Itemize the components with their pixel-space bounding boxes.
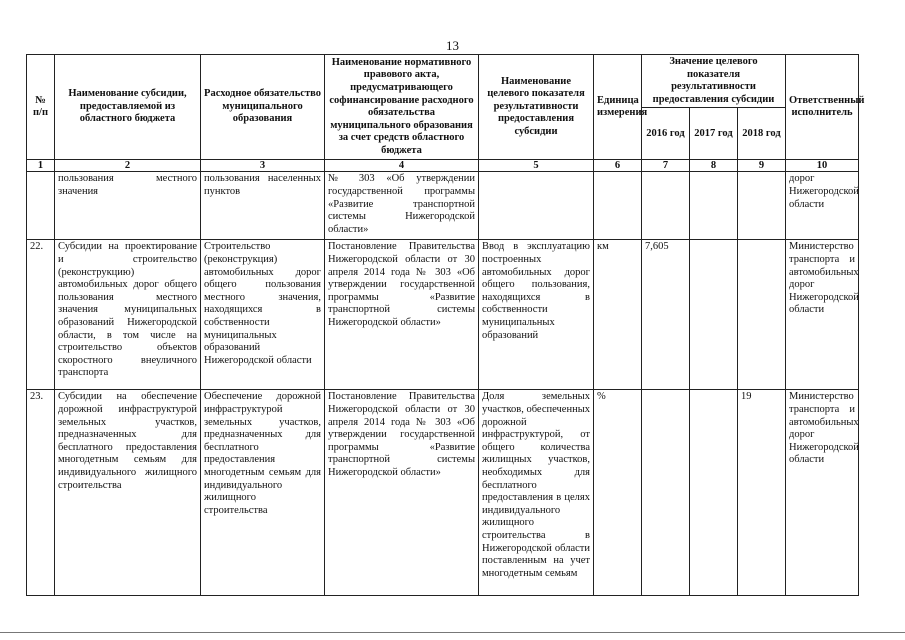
row-unit	[594, 172, 642, 240]
header-year-2018: 2018 год	[738, 108, 786, 160]
subsidy-table	[26, 54, 865, 596]
table-row	[27, 390, 859, 596]
row-responsible: Министерство транспорта и автомобильных дорог Нижегородской области	[786, 240, 859, 390]
column-number: 10	[786, 160, 859, 172]
row-value-2018	[738, 240, 786, 390]
header-subsidy-name: Наименование субсидии, предоставляемой из областного бюджета	[55, 55, 201, 160]
row-unit: %	[594, 390, 642, 596]
header-unit: Единица измерения	[594, 55, 642, 160]
row-num: 22.	[27, 240, 55, 390]
page-bottom-divider	[0, 632, 905, 633]
column-number-row	[27, 160, 859, 172]
row-indicator: Доля земельных участков, обеспеченных дорожной инфраструктурой, от общего количества жилищных участков, необходимых для бесплатного предоставления в целях индивидуального жилищного строительства в Нижегородской области поставленным на учет многодетным семьям	[479, 390, 594, 596]
row-value-2018: 19	[738, 390, 786, 596]
column-number: 5	[479, 160, 594, 172]
row-legal-act: № 303 «Об утверждении государственной программы «Развитие транспортной системы Нижегородской области»	[325, 172, 479, 240]
row-indicator: Ввод в эксплуатацию построенных автомобильных дорог общего пользования, находящихся в собственности муниципальных образований	[479, 240, 594, 390]
row-value-2017	[690, 240, 738, 390]
row-expenditure: пользования населенных пунктов	[201, 172, 325, 240]
row-value-2016	[642, 172, 690, 240]
row-value-2016: 7,605	[642, 240, 690, 390]
row-responsible: Министерство транспорта и автомобильных дорог Нижегородской области	[786, 390, 859, 596]
row-expenditure: Строительство (реконструкция) автомобильных дорог общего пользования местного значения, находящихся в собственности муниципальных образований Нижегородской области	[201, 240, 325, 390]
row-indicator	[479, 172, 594, 240]
page-number: 13	[446, 38, 459, 53]
column-number: 6	[594, 160, 642, 172]
header-num: № п/п	[27, 55, 55, 160]
column-number: 4	[325, 160, 479, 172]
column-number: 3	[201, 160, 325, 172]
header-year-2016: 2016 год	[642, 108, 690, 160]
table-row	[27, 172, 859, 240]
header-expenditure: Расходное обязательство муниципального образования	[201, 55, 325, 160]
row-num: 23.	[27, 390, 55, 596]
row-legal-act: Постановление Правительства Нижегородской области от 30 апреля 2014 года № 303 «Об утверждении государственной программы «Развитие транспортной системы Нижегородской области»	[325, 240, 479, 390]
column-number: 9	[738, 160, 786, 172]
header-responsible: Ответственный исполнитель	[786, 55, 859, 160]
row-value-2017	[690, 172, 738, 240]
row-num	[27, 172, 55, 240]
row-subsidy: Субсидии на проектирование и строительство (реконструкцию) автомобильных дорог общего пользования местного значения муниципальных образований Нижегородской области, в том числе на строительство объектов скоростного внеуличного транспорта	[55, 240, 201, 390]
header-year-2017: 2017 год	[690, 108, 738, 160]
table-row	[27, 240, 859, 390]
row-subsidy: Субсидии на обеспечение дорожной инфраструктурой земельных участков, предназначенных для бесплатного предоставления многодетным семьям для индивидуального жилищного строительства	[55, 390, 201, 596]
column-number: 2	[55, 160, 201, 172]
row-responsible: дорог Нижегородской области	[786, 172, 859, 240]
row-value-2016	[642, 390, 690, 596]
header-legal-act: Наименование нормативного правового акта, предусматривающего софинансирование расходного обязательства муниципального образования за счет средств областного бюджета	[325, 55, 479, 160]
row-value-2017	[690, 390, 738, 596]
header-target-value: Значение целевого показателя результативности предоставления субсидии	[642, 55, 786, 108]
column-number: 1	[27, 160, 55, 172]
row-expenditure: Обеспечение дорожной инфраструктурой земельных участков, предназначенных для бесплатного предоставления многодетным семьям для индивидуального жилищного строительства	[201, 390, 325, 596]
row-value-2018	[738, 172, 786, 240]
row-unit: км	[594, 240, 642, 390]
row-legal-act: Постановление Правительства Нижегородской области от 30 апреля 2014 года № 303 «Об утверждении государственной программы «Развитие транспортной системы Нижегородской области»	[325, 390, 479, 596]
column-number: 8	[690, 160, 738, 172]
header-indicator: Наименование целевого показателя результативности предоставления субсидии	[479, 55, 594, 160]
row-subsidy: пользования местного значения	[55, 172, 201, 240]
column-number: 7	[642, 160, 690, 172]
